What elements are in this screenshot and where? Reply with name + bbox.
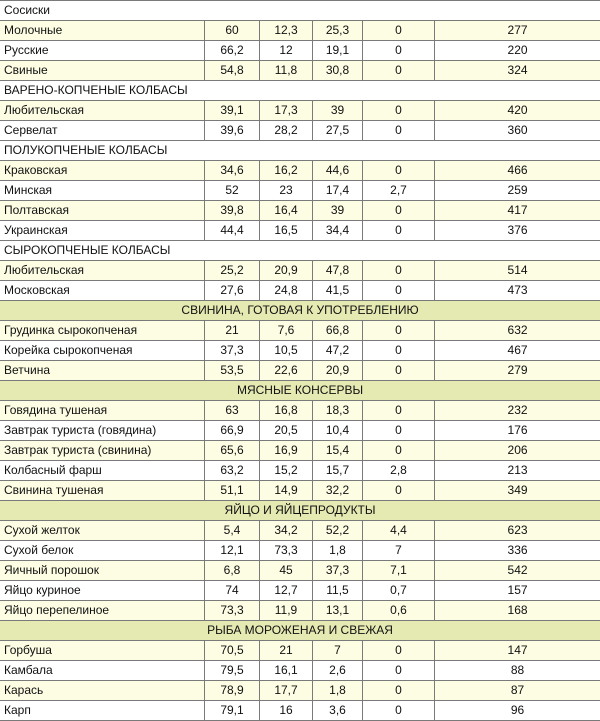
protein-value-cell: 73,3 <box>260 541 313 561</box>
table-row <box>0 701 600 721</box>
protein-value-cell: 17,7 <box>260 681 313 701</box>
carbs-value-cell: 0 <box>363 221 435 241</box>
carbs-value-cell: 0 <box>363 41 435 61</box>
subsection-header-row <box>0 141 600 161</box>
fat-value-cell: 47,2 <box>313 341 363 361</box>
fat-value-cell: 52,2 <box>313 521 363 541</box>
fat-value-cell: 3,6 <box>313 701 363 721</box>
protein-value-cell: 16,1 <box>260 661 313 681</box>
protein-value-cell: 20,9 <box>260 261 313 281</box>
product-name-cell: Полтавская <box>0 201 205 221</box>
carbs-value-cell: 7,1 <box>363 561 435 581</box>
protein-value-cell: 17,3 <box>260 101 313 121</box>
water-value-cell: 54,8 <box>205 61 260 81</box>
carbs-value-cell: 0 <box>363 201 435 221</box>
kcal-value-cell: 324 <box>435 61 600 81</box>
subsection-title: СЫРОКОПЧЕНЫЕ КОЛБАСЫ <box>0 241 600 261</box>
carbs-value-cell: 0 <box>363 661 435 681</box>
protein-value-cell: 16 <box>260 701 313 721</box>
table-row <box>0 361 600 381</box>
carbs-value-cell: 0,7 <box>363 581 435 601</box>
water-value-cell: 44,4 <box>205 221 260 241</box>
table-row <box>0 121 600 141</box>
water-value-cell: 5,4 <box>205 521 260 541</box>
water-value-cell: 25,2 <box>205 261 260 281</box>
kcal-value-cell: 473 <box>435 281 600 301</box>
water-value-cell: 21 <box>205 321 260 341</box>
carbs-value-cell: 4,4 <box>363 521 435 541</box>
product-name-cell: Ветчина <box>0 361 205 381</box>
kcal-value-cell: 467 <box>435 341 600 361</box>
product-name-cell: Московская <box>0 281 205 301</box>
kcal-value-cell: 514 <box>435 261 600 281</box>
kcal-value-cell: 466 <box>435 161 600 181</box>
water-value-cell: 65,6 <box>205 441 260 461</box>
kcal-value-cell: 176 <box>435 421 600 441</box>
table-row <box>0 181 600 201</box>
kcal-value-cell: 96 <box>435 701 600 721</box>
product-name-cell: Сервелат <box>0 121 205 141</box>
table-row <box>0 661 600 681</box>
fat-value-cell: 27,5 <box>313 121 363 141</box>
product-name-cell: Краковская <box>0 161 205 181</box>
water-value-cell: 39,1 <box>205 101 260 121</box>
product-name-cell: Карп <box>0 701 205 721</box>
fat-value-cell: 41,5 <box>313 281 363 301</box>
carbs-value-cell: 0 <box>363 281 435 301</box>
protein-value-cell: 16,4 <box>260 201 313 221</box>
protein-value-cell: 10,5 <box>260 341 313 361</box>
protein-value-cell: 12,7 <box>260 581 313 601</box>
kcal-value-cell: 157 <box>435 581 600 601</box>
carbs-value-cell: 2,8 <box>363 461 435 481</box>
fat-value-cell: 47,8 <box>313 261 363 281</box>
kcal-value-cell: 632 <box>435 321 600 341</box>
product-name-cell: Сухой желток <box>0 521 205 541</box>
table-row <box>0 541 600 561</box>
carbs-value-cell: 0 <box>363 641 435 661</box>
product-name-cell: Горбуша <box>0 641 205 661</box>
section-title: СВИНИНА, ГОТОВАЯ К УПОТРЕБЛЕНИЮ <box>0 301 600 321</box>
product-name-cell: Завтрак туриста (свинина) <box>0 441 205 461</box>
protein-value-cell: 34,2 <box>260 521 313 541</box>
table-row <box>0 681 600 701</box>
product-name-cell: Сухой белок <box>0 541 205 561</box>
kcal-value-cell: 360 <box>435 121 600 141</box>
table-row <box>0 521 600 541</box>
fat-value-cell: 15,4 <box>313 441 363 461</box>
fat-value-cell: 39 <box>313 101 363 121</box>
carbs-value-cell: 0 <box>363 121 435 141</box>
protein-value-cell: 20,5 <box>260 421 313 441</box>
carbs-value-cell: 0 <box>363 401 435 421</box>
carbs-value-cell: 0 <box>363 341 435 361</box>
fat-value-cell: 1,8 <box>313 681 363 701</box>
protein-value-cell: 11,8 <box>260 61 313 81</box>
table-row <box>0 221 600 241</box>
table-row <box>0 21 600 41</box>
subsection-title: ВАРЕНО-КОПЧЕНЫЕ КОЛБАСЫ <box>0 81 600 101</box>
table-row <box>0 161 600 181</box>
water-value-cell: 34,6 <box>205 161 260 181</box>
kcal-value-cell: 88 <box>435 661 600 681</box>
product-name-cell: Яичный порошок <box>0 561 205 581</box>
carbs-value-cell: 0 <box>363 21 435 41</box>
fat-value-cell: 39 <box>313 201 363 221</box>
kcal-value-cell: 213 <box>435 461 600 481</box>
protein-value-cell: 11,9 <box>260 601 313 621</box>
table-row <box>0 201 600 221</box>
kcal-value-cell: 277 <box>435 21 600 41</box>
carbs-value-cell: 0 <box>363 161 435 181</box>
table-row <box>0 461 600 481</box>
protein-value-cell: 28,2 <box>260 121 313 141</box>
table-row <box>0 481 600 501</box>
water-value-cell: 63,2 <box>205 461 260 481</box>
fat-value-cell: 10,4 <box>313 421 363 441</box>
protein-value-cell: 14,9 <box>260 481 313 501</box>
table-row <box>0 581 600 601</box>
water-value-cell: 39,8 <box>205 201 260 221</box>
table-row <box>0 341 600 361</box>
kcal-value-cell: 168 <box>435 601 600 621</box>
carbs-value-cell: 0,6 <box>363 601 435 621</box>
fat-value-cell: 34,4 <box>313 221 363 241</box>
protein-value-cell: 21 <box>260 641 313 661</box>
water-value-cell: 63 <box>205 401 260 421</box>
fat-value-cell: 1,8 <box>313 541 363 561</box>
kcal-value-cell: 623 <box>435 521 600 541</box>
carbs-value-cell: 0 <box>363 701 435 721</box>
fat-value-cell: 17,4 <box>313 181 363 201</box>
section-title: РЫБА МОРОЖЕНАЯ И СВЕЖАЯ <box>0 621 600 641</box>
product-name-cell: Завтрак туриста (говядина) <box>0 421 205 441</box>
water-value-cell: 52 <box>205 181 260 201</box>
carbs-value-cell: 0 <box>363 441 435 461</box>
water-value-cell: 60 <box>205 21 260 41</box>
kcal-value-cell: 420 <box>435 101 600 121</box>
product-name-cell: Камбала <box>0 661 205 681</box>
water-value-cell: 66,2 <box>205 41 260 61</box>
water-value-cell: 79,1 <box>205 701 260 721</box>
water-value-cell: 74 <box>205 581 260 601</box>
carbs-value-cell: 0 <box>363 61 435 81</box>
water-value-cell: 27,6 <box>205 281 260 301</box>
carbs-value-cell: 2,7 <box>363 181 435 201</box>
water-value-cell: 66,9 <box>205 421 260 441</box>
water-value-cell: 53,5 <box>205 361 260 381</box>
water-value-cell: 37,3 <box>205 341 260 361</box>
kcal-value-cell: 206 <box>435 441 600 461</box>
fat-value-cell: 20,9 <box>313 361 363 381</box>
kcal-value-cell: 87 <box>435 681 600 701</box>
table-row <box>0 561 600 581</box>
kcal-value-cell: 336 <box>435 541 600 561</box>
product-name-cell: Карась <box>0 681 205 701</box>
fat-value-cell: 66,8 <box>313 321 363 341</box>
fat-value-cell: 13,1 <box>313 601 363 621</box>
table-row <box>0 61 600 81</box>
subsection-header-row <box>0 81 600 101</box>
section-header-row <box>0 301 600 321</box>
carbs-value-cell: 0 <box>363 261 435 281</box>
fat-value-cell: 32,2 <box>313 481 363 501</box>
table-row <box>0 441 600 461</box>
fat-value-cell: 25,3 <box>313 21 363 41</box>
subsection-title: ПОЛУКОПЧЕНЫЕ КОЛБАСЫ <box>0 141 600 161</box>
protein-value-cell: 15,2 <box>260 461 313 481</box>
water-value-cell: 79,5 <box>205 661 260 681</box>
carbs-value-cell: 0 <box>363 321 435 341</box>
product-name-cell: Минская <box>0 181 205 201</box>
kcal-value-cell: 220 <box>435 41 600 61</box>
carbs-value-cell: 0 <box>363 361 435 381</box>
protein-value-cell: 7,6 <box>260 321 313 341</box>
product-name-cell: Яйцо куриное <box>0 581 205 601</box>
product-name-cell: Свиные <box>0 61 205 81</box>
section-header-row <box>0 501 600 521</box>
fat-value-cell: 37,3 <box>313 561 363 581</box>
table-row <box>0 261 600 281</box>
carbs-value-cell: 0 <box>363 421 435 441</box>
product-name-cell: Свинина тушеная <box>0 481 205 501</box>
kcal-value-cell: 279 <box>435 361 600 381</box>
table-row <box>0 281 600 301</box>
subsection-title: Сосиски <box>0 1 600 21</box>
carbs-value-cell: 0 <box>363 481 435 501</box>
fat-value-cell: 11,5 <box>313 581 363 601</box>
water-value-cell: 73,3 <box>205 601 260 621</box>
kcal-value-cell: 259 <box>435 181 600 201</box>
product-name-cell: Любительская <box>0 261 205 281</box>
protein-value-cell: 16,8 <box>260 401 313 421</box>
product-name-cell: Грудинка сырокопченая <box>0 321 205 341</box>
protein-value-cell: 24,8 <box>260 281 313 301</box>
water-value-cell: 78,9 <box>205 681 260 701</box>
kcal-value-cell: 349 <box>435 481 600 501</box>
table-row <box>0 321 600 341</box>
kcal-value-cell: 542 <box>435 561 600 581</box>
protein-value-cell: 45 <box>260 561 313 581</box>
fat-value-cell: 2,6 <box>313 661 363 681</box>
table-row <box>0 401 600 421</box>
subsection-header-row <box>0 241 600 261</box>
product-name-cell: Русские <box>0 41 205 61</box>
fat-value-cell: 19,1 <box>313 41 363 61</box>
water-value-cell: 6,8 <box>205 561 260 581</box>
carbs-value-cell: 0 <box>363 681 435 701</box>
table-row <box>0 41 600 61</box>
product-name-cell: Яйцо перепелиное <box>0 601 205 621</box>
fat-value-cell: 7 <box>313 641 363 661</box>
water-value-cell: 70,5 <box>205 641 260 661</box>
product-name-cell: Молочные <box>0 21 205 41</box>
product-name-cell: Любительская <box>0 101 205 121</box>
section-header-row <box>0 621 600 641</box>
water-value-cell: 12,1 <box>205 541 260 561</box>
carbs-value-cell: 7 <box>363 541 435 561</box>
kcal-value-cell: 376 <box>435 221 600 241</box>
section-title: ЯЙЦО И ЯЙЦЕПРОДУКТЫ <box>0 501 600 521</box>
product-name-cell: Корейка сырокопченая <box>0 341 205 361</box>
fat-value-cell: 30,8 <box>313 61 363 81</box>
fat-value-cell: 15,7 <box>313 461 363 481</box>
protein-value-cell: 16,9 <box>260 441 313 461</box>
fat-value-cell: 44,6 <box>313 161 363 181</box>
section-title: МЯСНЫЕ КОНСЕРВЫ <box>0 381 600 401</box>
protein-value-cell: 12 <box>260 41 313 61</box>
product-name-cell: Говядина тушеная <box>0 401 205 421</box>
kcal-value-cell: 147 <box>435 641 600 661</box>
carbs-value-cell: 0 <box>363 101 435 121</box>
section-header-row <box>0 381 600 401</box>
table-row <box>0 421 600 441</box>
kcal-value-cell: 232 <box>435 401 600 421</box>
table-row <box>0 601 600 621</box>
table-row <box>0 101 600 121</box>
product-name-cell: Колбасный фарш <box>0 461 205 481</box>
subsection-header-row <box>0 1 600 21</box>
kcal-value-cell: 417 <box>435 201 600 221</box>
water-value-cell: 39,6 <box>205 121 260 141</box>
table-row <box>0 641 600 661</box>
product-name-cell: Украинская <box>0 221 205 241</box>
protein-value-cell: 16,5 <box>260 221 313 241</box>
protein-value-cell: 12,3 <box>260 21 313 41</box>
water-value-cell: 51,1 <box>205 481 260 501</box>
protein-value-cell: 22,6 <box>260 361 313 381</box>
protein-value-cell: 16,2 <box>260 161 313 181</box>
protein-value-cell: 23 <box>260 181 313 201</box>
nutrition-table-body <box>0 1 600 721</box>
fat-value-cell: 18,3 <box>313 401 363 421</box>
